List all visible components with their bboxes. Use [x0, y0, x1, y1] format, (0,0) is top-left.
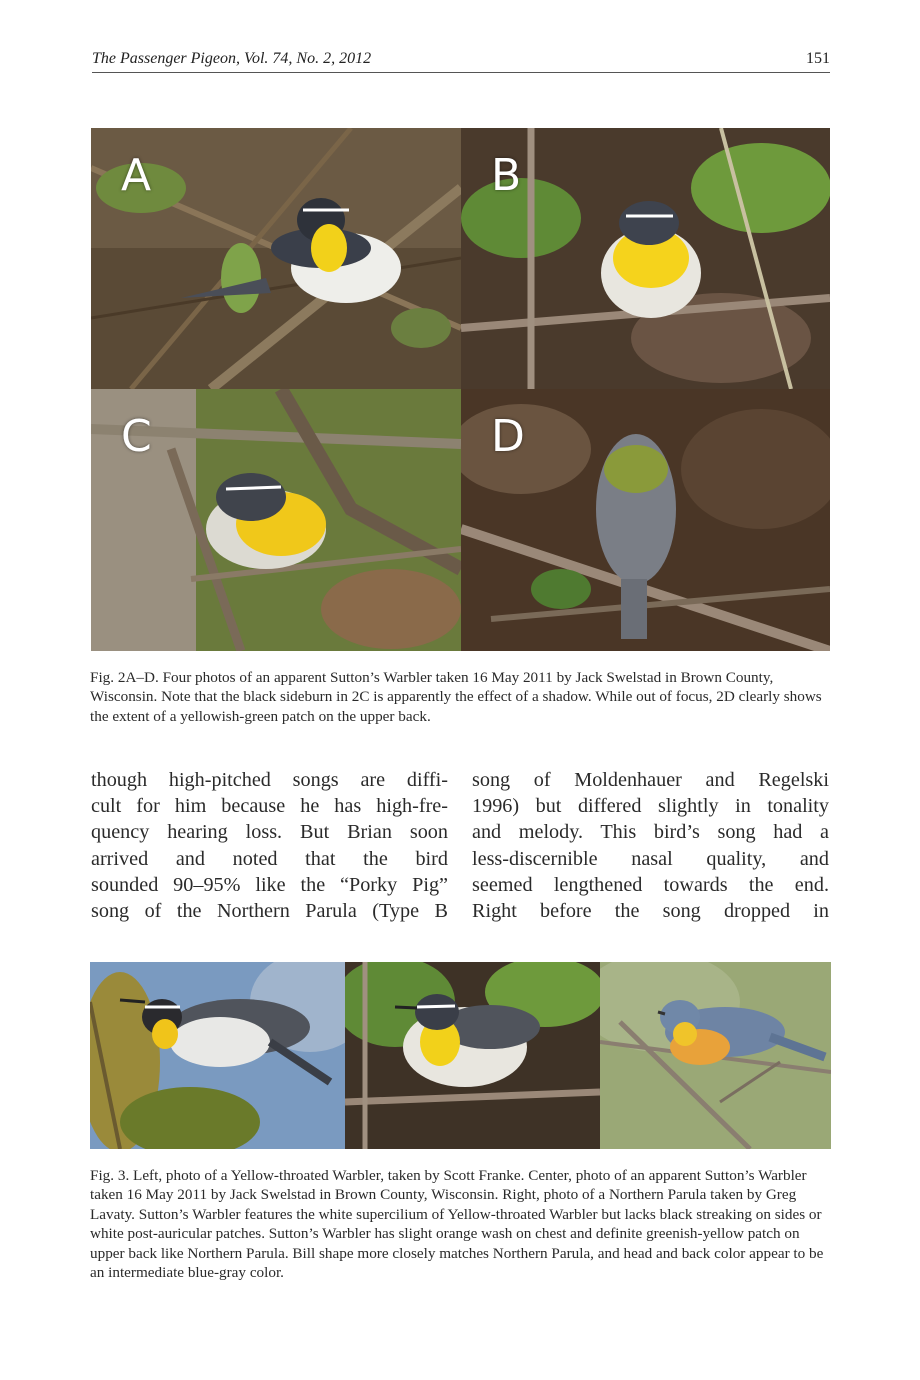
panel-label-d: D — [491, 411, 525, 462]
body-line: seemed lengthened towards the end. — [472, 873, 829, 896]
body-line: sounded 90–95% like the “Porky Pig” — [91, 873, 448, 896]
body-line: less-discernible nasal quality, and — [472, 847, 829, 870]
panel-label-c: C — [121, 411, 152, 462]
figure-2-photo-grid — [91, 128, 830, 651]
body-line: Right before the song dropped in — [472, 900, 829, 923]
body-line: though high-pitched songs are diffi- — [91, 769, 448, 791]
body-line: 1996) but differed slightly in tonality — [472, 795, 829, 818]
journal-title: The Passenger Pigeon, Vol. 74, No. 2, 2012 — [92, 50, 372, 67]
photo-panel-c — [91, 389, 461, 651]
figure-3-photo-strip — [90, 962, 831, 1149]
panel-label-b: B — [491, 150, 522, 201]
photo-panel-a — [91, 128, 461, 389]
photo-yellow-throated-warbler — [90, 962, 345, 1149]
body-line: quency hearing loss. But Brian soon — [91, 821, 448, 844]
photo-panel-d — [461, 389, 830, 651]
body-column-right — [472, 767, 829, 924]
yellow-throated-warbler-photo — [90, 962, 345, 1149]
photo-panel-b — [461, 128, 830, 389]
figure-3-caption: Fig. 3. Left, photo of a Yellow-throated Warbler, taken by Scott Franke. Center, photo of an apparent Sutton’s Warbler taken 16 May 2011 by Jack Swelstad in Brown County, Wisconsin. Right, photo of a Northern Parula taken by Greg Lavaty. Sutton’s Warbler features the white supercilium of Yellow-throated Warbler but lacks black streaking on sides or white post-auricular patches. Sutton’s Warbler has slight orange wash on chest and definite greenish-yellow patch on upper back like Northern Parula. Bill shape more closely matches Northern Parula, and head and back color appear to be an intermediate blue-gray color. — [90, 1167, 824, 1282]
page-number: 151 — [806, 50, 830, 67]
body-line: song of Moldenhauer and Regelski — [472, 769, 829, 791]
photo-northern-parula — [600, 962, 831, 1149]
body-line: cult for him because he has high-fre- — [91, 795, 448, 818]
suttons-warbler-photo — [345, 962, 600, 1149]
body-line: song of the Northern Parula (Type B — [91, 900, 448, 923]
panel-label-a: A — [121, 150, 152, 201]
body-column-left — [91, 767, 448, 924]
running-header — [92, 50, 830, 73]
body-line: arrived and noted that the bird — [91, 847, 448, 870]
photo-suttons-warbler — [345, 962, 600, 1149]
body-line: and melody. This bird’s song had a — [472, 821, 829, 844]
northern-parula-photo — [600, 962, 831, 1149]
figure-2-caption: Fig. 2A–D. Four photos of an apparent Sutton’s Warbler taken 16 May 2011 by Jack Swelstad in Brown County, Wisconsin. Note that the black sideburn in 2C is apparently the effect of a shadow. While out of focus, 2D clearly shows the extent of a yellowish-green patch on the upper back. — [90, 669, 822, 725]
